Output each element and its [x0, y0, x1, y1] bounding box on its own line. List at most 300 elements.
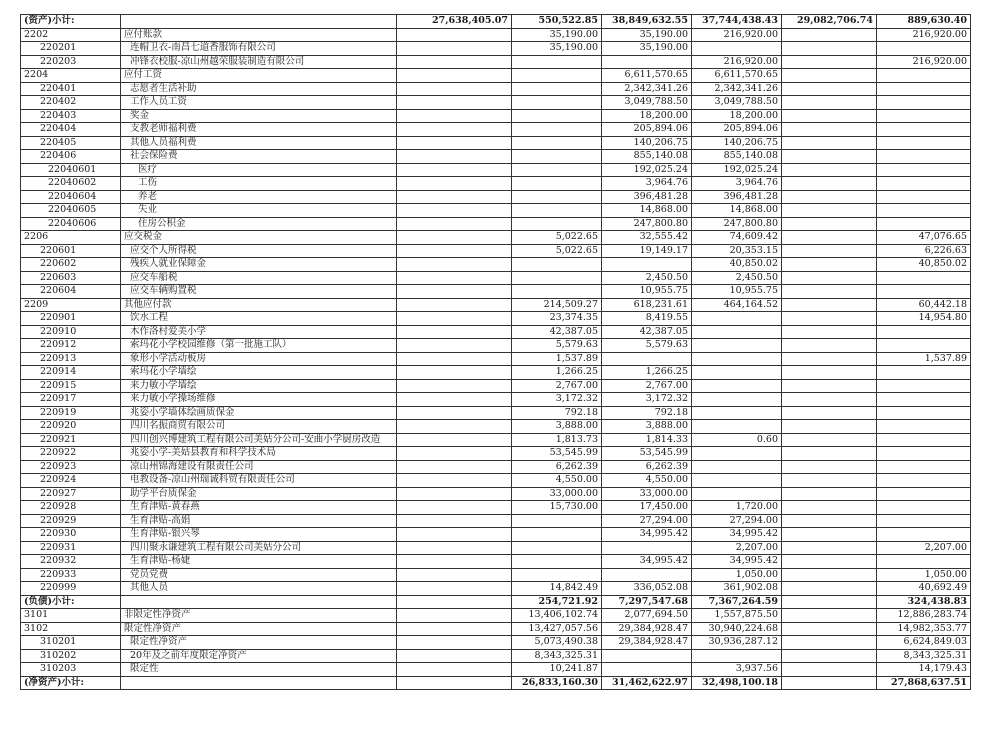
amount-cell: 40,850.02 [877, 258, 971, 272]
account-name-cell: 应交个人所得税 [121, 244, 397, 258]
account-name-cell: 志愿者生活补助 [121, 82, 397, 96]
amount-cell [512, 82, 602, 96]
amount-cell: 35,190.00 [512, 42, 602, 56]
amount-cell [397, 55, 512, 69]
amount-cell [397, 379, 512, 393]
amount-cell: 34,995.42 [602, 528, 692, 542]
amount-cell [877, 379, 971, 393]
amount-cell: 5,022.65 [512, 231, 602, 245]
account-name-cell: 20年及之前年度限定净资产 [121, 649, 397, 663]
account-code-cell: 220604 [21, 285, 121, 299]
amount-cell [397, 352, 512, 366]
amount-cell [877, 366, 971, 380]
account-name-cell: 失业 [121, 204, 397, 218]
amount-cell: 214,509.27 [512, 298, 602, 312]
amount-cell: 2,077,694.50 [602, 609, 692, 623]
account-name-cell: 限定性净资产 [121, 622, 397, 636]
account-name-cell: 四川名振商贸有限公司 [121, 420, 397, 434]
amount-cell [877, 474, 971, 488]
amount-cell [397, 285, 512, 299]
account-code-cell: 220917 [21, 393, 121, 407]
amount-cell [782, 676, 877, 690]
amount-cell: 14,868.00 [602, 204, 692, 218]
amount-cell [877, 204, 971, 218]
account-name-cell: 凉山州锦海建设有限责任公司 [121, 460, 397, 474]
amount-cell [782, 339, 877, 353]
account-code-cell: 220919 [21, 406, 121, 420]
account-code-cell: (资产)小计: [21, 15, 121, 29]
amount-cell [602, 649, 692, 663]
amount-cell: 3,049,788.50 [602, 96, 692, 110]
account-code-cell: 220922 [21, 447, 121, 461]
amount-cell [877, 487, 971, 501]
amount-cell [877, 406, 971, 420]
table-row [21, 69, 971, 83]
amount-cell [782, 285, 877, 299]
amount-cell: 1,050.00 [877, 568, 971, 582]
amount-cell: 31,462,622.97 [602, 676, 692, 690]
account-code-cell: 220912 [21, 339, 121, 353]
account-code-cell: 220923 [21, 460, 121, 474]
amount-cell [877, 69, 971, 83]
amount-cell [782, 622, 877, 636]
account-name-cell: 社会保险费 [121, 150, 397, 164]
amount-cell: 2,767.00 [602, 379, 692, 393]
amount-cell [782, 69, 877, 83]
amount-cell: 3,049,788.50 [692, 96, 782, 110]
amount-cell [782, 177, 877, 191]
amount-cell [782, 123, 877, 137]
account-name-cell: 养老 [121, 190, 397, 204]
amount-cell [782, 298, 877, 312]
amount-cell [782, 433, 877, 447]
amount-cell [397, 109, 512, 123]
amount-cell [397, 244, 512, 258]
amount-cell [397, 204, 512, 218]
table-row [21, 406, 971, 420]
amount-cell: 3,172.32 [512, 393, 602, 407]
amount-cell: 13,427,057.56 [512, 622, 602, 636]
account-name-cell [121, 595, 397, 609]
amount-cell: 37,744,438.43 [692, 15, 782, 29]
amount-cell: 792.18 [512, 406, 602, 420]
amount-cell [877, 325, 971, 339]
table-row [21, 312, 971, 326]
account-name-cell: 限定性 [121, 663, 397, 677]
amount-cell: 40,692.49 [877, 582, 971, 596]
table-row [21, 96, 971, 110]
account-name-cell: 饮水工程 [121, 312, 397, 326]
amount-cell: 216,920.00 [692, 28, 782, 42]
account-code-cell: 220402 [21, 96, 121, 110]
table-row [21, 514, 971, 528]
amount-cell: 4,550.00 [512, 474, 602, 488]
account-name-cell: 四川创兴博建筑工程有限公司美姑分公司-安曲小学厨房改造 [121, 433, 397, 447]
amount-cell [782, 258, 877, 272]
amount-cell [512, 109, 602, 123]
amount-cell [782, 204, 877, 218]
amount-cell [877, 177, 971, 191]
amount-cell [877, 433, 971, 447]
ledger-table [20, 14, 971, 690]
amount-cell: 14,954.80 [877, 312, 971, 326]
amount-cell: 34,995.42 [602, 555, 692, 569]
amount-cell: 42,387.05 [602, 325, 692, 339]
table-row [21, 298, 971, 312]
account-code-cell: 3101 [21, 609, 121, 623]
table-row [21, 649, 971, 663]
amount-cell [782, 541, 877, 555]
amount-cell [877, 447, 971, 461]
table-row [21, 568, 971, 582]
amount-cell [782, 568, 877, 582]
amount-cell: 247,800.80 [602, 217, 692, 231]
amount-cell [602, 663, 692, 677]
table-row [21, 163, 971, 177]
table-row [21, 501, 971, 515]
amount-cell [782, 393, 877, 407]
amount-cell [512, 96, 602, 110]
amount-cell [397, 609, 512, 623]
table-row [21, 244, 971, 258]
amount-cell: 74,609.42 [692, 231, 782, 245]
amount-cell [692, 474, 782, 488]
amount-cell: 38,849,632.55 [602, 15, 692, 29]
amount-cell: 27,868,637.51 [877, 676, 971, 690]
amount-cell: 254,721.92 [512, 595, 602, 609]
account-code-cell: 2206 [21, 231, 121, 245]
amount-cell: 216,920.00 [877, 28, 971, 42]
account-name-cell: 应交车辆购置税 [121, 285, 397, 299]
account-code-cell: 220910 [21, 325, 121, 339]
account-name-cell: 木作洛村爱美小学 [121, 325, 397, 339]
amount-cell: 3,888.00 [602, 420, 692, 434]
amount-cell [692, 406, 782, 420]
table-row [21, 379, 971, 393]
account-name-cell: 应付工资 [121, 69, 397, 83]
table-row [21, 447, 971, 461]
table-row [21, 258, 971, 272]
account-name-cell: 限定性净资产 [121, 636, 397, 650]
amount-cell: 3,888.00 [512, 420, 602, 434]
amount-cell [782, 528, 877, 542]
amount-cell: 32,498,100.18 [692, 676, 782, 690]
amount-cell [782, 231, 877, 245]
amount-cell: 19,149.17 [602, 244, 692, 258]
amount-cell: 2,207.00 [877, 541, 971, 555]
amount-cell [602, 258, 692, 272]
account-name-cell: 党员党费 [121, 568, 397, 582]
amount-cell: 6,226.63 [877, 244, 971, 258]
amount-cell [397, 663, 512, 677]
amount-cell: 3,937.56 [692, 663, 782, 677]
account-name-cell: 应付账款 [121, 28, 397, 42]
amount-cell: 27,294.00 [692, 514, 782, 528]
account-name-cell: 来力敏小学墙绘 [121, 379, 397, 393]
amount-cell: 464,164.52 [692, 298, 782, 312]
amount-cell: 2,342,341.26 [692, 82, 782, 96]
amount-cell [782, 28, 877, 42]
account-name-cell [121, 676, 397, 690]
amount-cell: 216,920.00 [877, 55, 971, 69]
amount-cell: 361,902.08 [692, 582, 782, 596]
amount-cell [782, 190, 877, 204]
amount-cell [397, 420, 512, 434]
amount-cell [512, 555, 602, 569]
amount-cell [877, 271, 971, 285]
amount-cell [782, 163, 877, 177]
amount-cell: 47,076.65 [877, 231, 971, 245]
amount-cell [397, 406, 512, 420]
account-name-cell: 四川聚永谦建筑工程有限公司美姑分公司 [121, 541, 397, 555]
amount-cell [782, 136, 877, 150]
account-code-cell: 22040605 [21, 204, 121, 218]
amount-cell [782, 312, 877, 326]
amount-cell [782, 96, 877, 110]
amount-cell [602, 541, 692, 555]
amount-cell: 192,025.24 [602, 163, 692, 177]
account-name-cell: 支教老师福利费 [121, 123, 397, 137]
account-name-cell: 残疾人就业保障金 [121, 258, 397, 272]
amount-cell [782, 555, 877, 569]
amount-cell [512, 204, 602, 218]
amount-cell: 324,438.83 [877, 595, 971, 609]
amount-cell [397, 541, 512, 555]
account-code-cell: 220920 [21, 420, 121, 434]
amount-cell: 8,343,325.31 [877, 649, 971, 663]
amount-cell: 14,982,353.77 [877, 622, 971, 636]
account-code-cell: 310203 [21, 663, 121, 677]
amount-cell: 35,190.00 [602, 28, 692, 42]
account-name-cell: 其他应付款 [121, 298, 397, 312]
amount-cell [397, 325, 512, 339]
amount-cell [397, 636, 512, 650]
amount-cell [512, 150, 602, 164]
amount-cell [782, 42, 877, 56]
account-name-cell: 住房公积金 [121, 217, 397, 231]
account-name-cell: 应交车船税 [121, 271, 397, 285]
amount-cell: 17,450.00 [602, 501, 692, 515]
amount-cell [782, 487, 877, 501]
table-row [21, 217, 971, 231]
amount-cell: 23,374.35 [512, 312, 602, 326]
table-row [21, 177, 971, 191]
table-row [21, 541, 971, 555]
amount-cell [602, 568, 692, 582]
amount-cell: 6,262.39 [602, 460, 692, 474]
amount-cell [512, 285, 602, 299]
amount-cell [692, 393, 782, 407]
amount-cell [877, 514, 971, 528]
account-code-cell: 2209 [21, 298, 121, 312]
amount-cell: 27,294.00 [602, 514, 692, 528]
account-code-cell: 3102 [21, 622, 121, 636]
amount-cell: 2,342,341.26 [602, 82, 692, 96]
table-row [21, 366, 971, 380]
amount-cell [397, 649, 512, 663]
amount-cell [397, 595, 512, 609]
amount-cell: 40,850.02 [692, 258, 782, 272]
amount-cell [692, 379, 782, 393]
amount-cell: 53,545.99 [512, 447, 602, 461]
table-row [21, 582, 971, 596]
amount-cell [877, 420, 971, 434]
amount-cell [782, 663, 877, 677]
amount-cell [397, 339, 512, 353]
amount-cell [397, 150, 512, 164]
amount-cell [397, 568, 512, 582]
amount-cell [782, 55, 877, 69]
amount-cell [782, 406, 877, 420]
amount-cell [782, 447, 877, 461]
table-row [21, 352, 971, 366]
table-row [21, 663, 971, 677]
account-code-cell: 220602 [21, 258, 121, 272]
account-code-cell: 220405 [21, 136, 121, 150]
amount-cell: 5,579.63 [512, 339, 602, 353]
amount-cell [397, 136, 512, 150]
amount-cell [512, 271, 602, 285]
amount-cell [397, 231, 512, 245]
account-code-cell: (净资产)小计: [21, 676, 121, 690]
account-name-cell: 应交税金 [121, 231, 397, 245]
amount-cell [602, 55, 692, 69]
amount-cell: 10,955.75 [602, 285, 692, 299]
subtotal-row [21, 676, 971, 690]
amount-cell: 855,140.08 [602, 150, 692, 164]
amount-cell [512, 123, 602, 137]
amount-cell: 192,025.24 [692, 163, 782, 177]
amount-cell [512, 69, 602, 83]
account-name-cell: 连帽卫衣-南昌七道香服饰有限公司 [121, 42, 397, 56]
amount-cell [512, 136, 602, 150]
account-code-cell: 220603 [21, 271, 121, 285]
account-code-cell: 22040602 [21, 177, 121, 191]
amount-cell [782, 514, 877, 528]
table-row [21, 433, 971, 447]
account-name-cell: 助学平台质保金 [121, 487, 397, 501]
amount-cell: 396,481.28 [692, 190, 782, 204]
table-row [21, 231, 971, 245]
amount-cell [397, 271, 512, 285]
amount-cell: 33,000.00 [512, 487, 602, 501]
amount-cell: 35,190.00 [602, 42, 692, 56]
amount-cell [397, 190, 512, 204]
amount-cell: 32,555.42 [602, 231, 692, 245]
account-code-cell: 220404 [21, 123, 121, 137]
amount-cell [512, 568, 602, 582]
amount-cell [397, 447, 512, 461]
table-row [21, 460, 971, 474]
amount-cell [692, 42, 782, 56]
amount-cell: 1,720.00 [692, 501, 782, 515]
amount-cell [782, 501, 877, 515]
amount-cell: 6,624,849.03 [877, 636, 971, 650]
amount-cell [512, 541, 602, 555]
amount-cell: 10,955.75 [692, 285, 782, 299]
amount-cell [877, 339, 971, 353]
amount-cell: 27,638,405.07 [397, 15, 512, 29]
amount-cell: 34,995.42 [692, 528, 782, 542]
table-row [21, 285, 971, 299]
amount-cell: 8,419.55 [602, 312, 692, 326]
amount-cell [602, 352, 692, 366]
amount-cell [692, 447, 782, 461]
account-code-cell: 310201 [21, 636, 121, 650]
amount-cell: 35,190.00 [512, 28, 602, 42]
amount-cell [782, 420, 877, 434]
amount-cell: 26,833,160.30 [512, 676, 602, 690]
amount-cell: 336,052.08 [602, 582, 692, 596]
amount-cell: 216,920.00 [692, 55, 782, 69]
amount-cell [397, 528, 512, 542]
amount-cell: 30,936,287.12 [692, 636, 782, 650]
amount-cell [782, 460, 877, 474]
amount-cell [397, 555, 512, 569]
account-code-cell: 220913 [21, 352, 121, 366]
amount-cell: 5,073,490.38 [512, 636, 602, 650]
amount-cell [397, 433, 512, 447]
account-name-cell: 其他人员福利费 [121, 136, 397, 150]
amount-cell: 29,384,928.47 [602, 622, 692, 636]
amount-cell: 13,406,102.74 [512, 609, 602, 623]
amount-cell [397, 42, 512, 56]
amount-cell [877, 150, 971, 164]
amount-cell: 8,343,325.31 [512, 649, 602, 663]
amount-cell: 7,297,547.68 [602, 595, 692, 609]
account-code-cell: 220203 [21, 55, 121, 69]
amount-cell: 1,814.33 [602, 433, 692, 447]
amount-cell: 18,200.00 [692, 109, 782, 123]
account-code-cell: 22040601 [21, 163, 121, 177]
account-code-cell: 220915 [21, 379, 121, 393]
table-row [21, 55, 971, 69]
account-code-cell: 220929 [21, 514, 121, 528]
amount-cell: 53,545.99 [602, 447, 692, 461]
account-code-cell: 220928 [21, 501, 121, 515]
amount-cell: 60,442.18 [877, 298, 971, 312]
table-row [21, 474, 971, 488]
amount-cell [512, 163, 602, 177]
ledger-body [21, 15, 971, 690]
amount-cell: 14,842.49 [512, 582, 602, 596]
amount-cell: 3,172.32 [602, 393, 692, 407]
amount-cell [397, 474, 512, 488]
amount-cell [782, 325, 877, 339]
account-name-cell: 非限定性净资产 [121, 609, 397, 623]
amount-cell [782, 474, 877, 488]
amount-cell [397, 501, 512, 515]
amount-cell: 140,206.75 [602, 136, 692, 150]
table-row [21, 271, 971, 285]
account-name-cell: 电教设备-凉山州瑞诚科贸有限责任公司 [121, 474, 397, 488]
amount-cell [782, 366, 877, 380]
account-code-cell: 220930 [21, 528, 121, 542]
amount-cell: 2,450.50 [602, 271, 692, 285]
account-name-cell: 生育津贴-杨婕 [121, 555, 397, 569]
account-code-cell: 310202 [21, 649, 121, 663]
amount-cell [782, 379, 877, 393]
account-name-cell: 索玛花小学校园维修（第一批施工队） [121, 339, 397, 353]
amount-cell: 10,241.87 [512, 663, 602, 677]
amount-cell [692, 649, 782, 663]
amount-cell: 1,557,875.50 [692, 609, 782, 623]
table-row [21, 325, 971, 339]
amount-cell [877, 555, 971, 569]
amount-cell: 855,140.08 [692, 150, 782, 164]
account-name-cell: 奖金 [121, 109, 397, 123]
amount-cell: 618,231.61 [602, 298, 692, 312]
